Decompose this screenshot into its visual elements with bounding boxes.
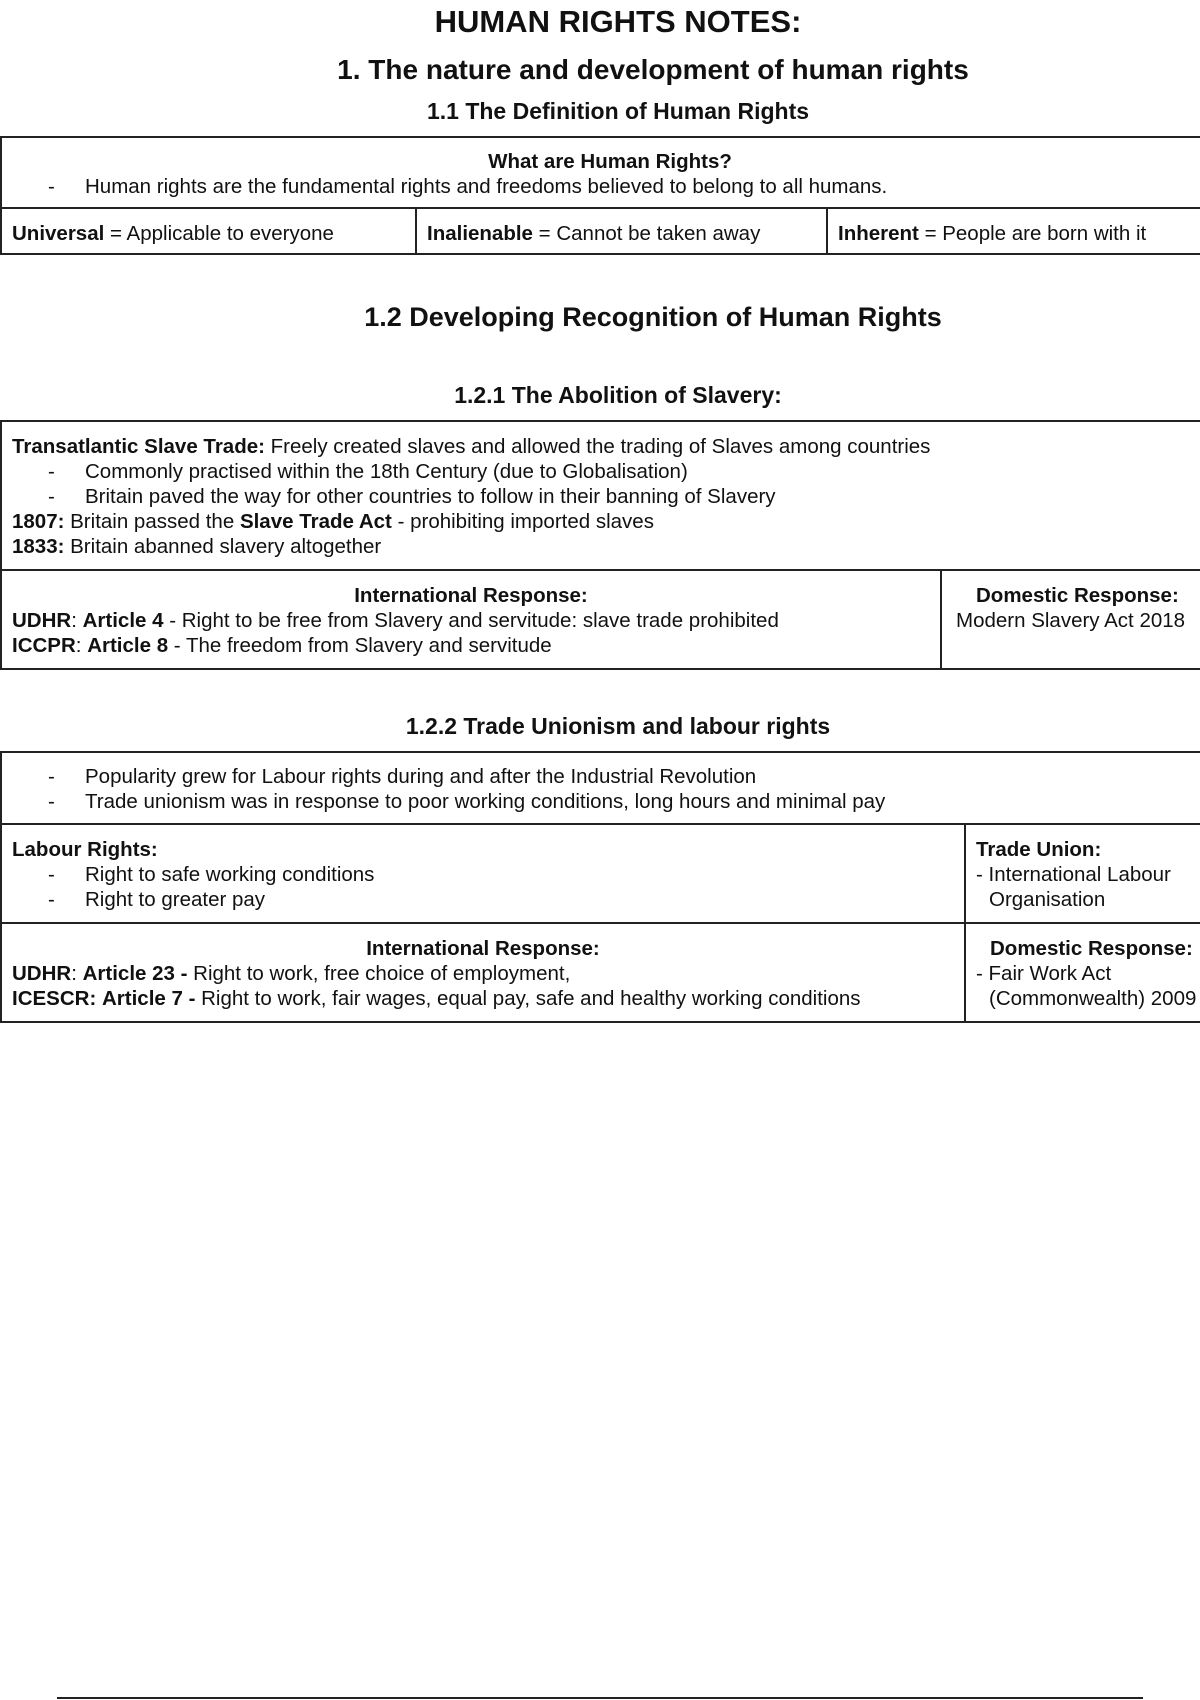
definition-cell <box>2 138 1200 207</box>
international-response-heading: International Response: <box>354 584 588 607</box>
domestic-response-line: - Fair Work Act <box>976 962 1112 985</box>
slavery-international-cell <box>2 571 940 668</box>
labour-rights-cell <box>2 825 964 922</box>
definition-table <box>0 136 1200 255</box>
slavery-history-row <box>2 422 1200 569</box>
slavery-bullet: - Britain paved the way for other countries to follow in their banning of Slavery <box>12 484 1200 509</box>
international-response-heading: International Response: <box>366 937 600 960</box>
section-1-heading: 1. The nature and development of human rights <box>337 54 969 85</box>
slavery-table <box>0 420 1200 670</box>
section-1-2-heading: 1.2 Developing Recognition of Human Rights <box>364 302 942 332</box>
bullet-dash: - <box>48 863 55 886</box>
trade-union-cell <box>964 825 1200 922</box>
slavery-bullet: - Commonly practised within the 18th Century (due to Globalisation) <box>12 459 1200 484</box>
labour-intro-cell <box>2 753 1200 823</box>
labour-international-cell <box>2 924 964 1021</box>
labour-intro-row <box>2 753 1200 823</box>
udhr-line: UDHR: Article 23 - Right to work, free choice of employment, <box>12 962 571 985</box>
bullet-dash: - <box>48 175 55 198</box>
term-inalienable: Inalienable <box>427 222 533 245</box>
bullet-dash: - <box>48 460 55 483</box>
section-1-1-heading: 1.1 The Definition of Human Rights <box>426 98 810 124</box>
terms-row <box>2 207 1200 253</box>
labour-rights-heading: Labour Rights: <box>12 838 158 861</box>
term-inherent-definition: = People are born with it <box>918 222 1147 245</box>
term-universal: Universal <box>12 222 105 245</box>
trade-union-line: Organisation <box>989 888 1106 911</box>
bullet-dash: - <box>48 888 55 911</box>
domestic-response-text: Modern Slavery Act 2018 <box>956 609 1186 632</box>
year-1807-line: 1807: Britain passed the Slave Trade Act - prohibiting imported slaves <box>12 510 654 533</box>
labour-domestic-cell <box>964 924 1200 1021</box>
iccpr-line: ICCPR: Article 8 - The freedom from Slavery and servitude <box>12 634 552 657</box>
icescr-line: ICESCR: Article 7 - Right to work, fair wages, equal pay, safe and healthy working conditions <box>12 987 861 1010</box>
labour-rights-bullet: - Right to greater pay <box>12 887 954 912</box>
bullet-dash: - <box>48 485 55 508</box>
term-universal-cell <box>2 209 415 253</box>
trade-union-line: - International Labour <box>976 863 1171 886</box>
term-inalienable-cell <box>415 209 826 253</box>
year-1833-line: 1833: Britain abanned slavery altogether <box>12 535 382 558</box>
definition-heading: What are Human Rights? <box>488 150 732 173</box>
section-1-2-1-heading: 1.2.1 The Abolition of Slavery: <box>454 382 782 408</box>
definition-text: Human rights are the fundamental rights and freedoms believed to belong to all humans. <box>85 175 888 198</box>
bullet-dash: - <box>48 765 55 788</box>
term-inalienable-definition: = Cannot be taken away <box>532 222 761 245</box>
definition-row <box>2 138 1200 207</box>
section-1-2-2-heading: 1.2.2 Trade Unionism and labour rights <box>405 713 831 739</box>
labour-intro-bullet: - Trade unionism was in response to poor working conditions, long hours and minimal pay <box>12 789 1200 814</box>
labour-rights-bullet: - Right to safe working conditions <box>12 862 954 887</box>
labour-rights-row <box>2 823 1200 922</box>
domestic-response-heading: Domestic Response: <box>990 937 1193 960</box>
labour-table <box>0 751 1200 1023</box>
term-inherent: Inherent <box>838 222 919 245</box>
domestic-response-heading: Domestic Response: <box>976 584 1179 607</box>
trade-union-heading: Trade Union: <box>976 838 1102 861</box>
slavery-domestic-cell <box>940 571 1200 668</box>
term-inherent-cell <box>826 209 1200 253</box>
definition-bullet <box>12 174 1200 199</box>
slave-trade-line: Transatlantic Slave Trade: Freely created slaves and allowed the trading of Slaves among countries <box>12 435 931 458</box>
document-title: HUMAN RIGHTS NOTES: <box>434 4 802 39</box>
slavery-response-row <box>2 569 1200 668</box>
bullet-dash: - <box>48 790 55 813</box>
term-universal-definition: = Applicable to everyone <box>104 222 334 245</box>
labour-response-row <box>2 922 1200 1021</box>
footer-divider <box>57 1697 1143 1699</box>
udhr-line: UDHR: Article 4 - Right to be free from Slavery and servitude: slave trade prohibited <box>12 609 779 632</box>
labour-intro-bullet: - Popularity grew for Labour rights during and after the Industrial Revolution <box>12 764 1200 789</box>
slavery-history-cell <box>2 422 1200 569</box>
domestic-response-line: (Commonwealth) 2009 <box>989 987 1197 1010</box>
